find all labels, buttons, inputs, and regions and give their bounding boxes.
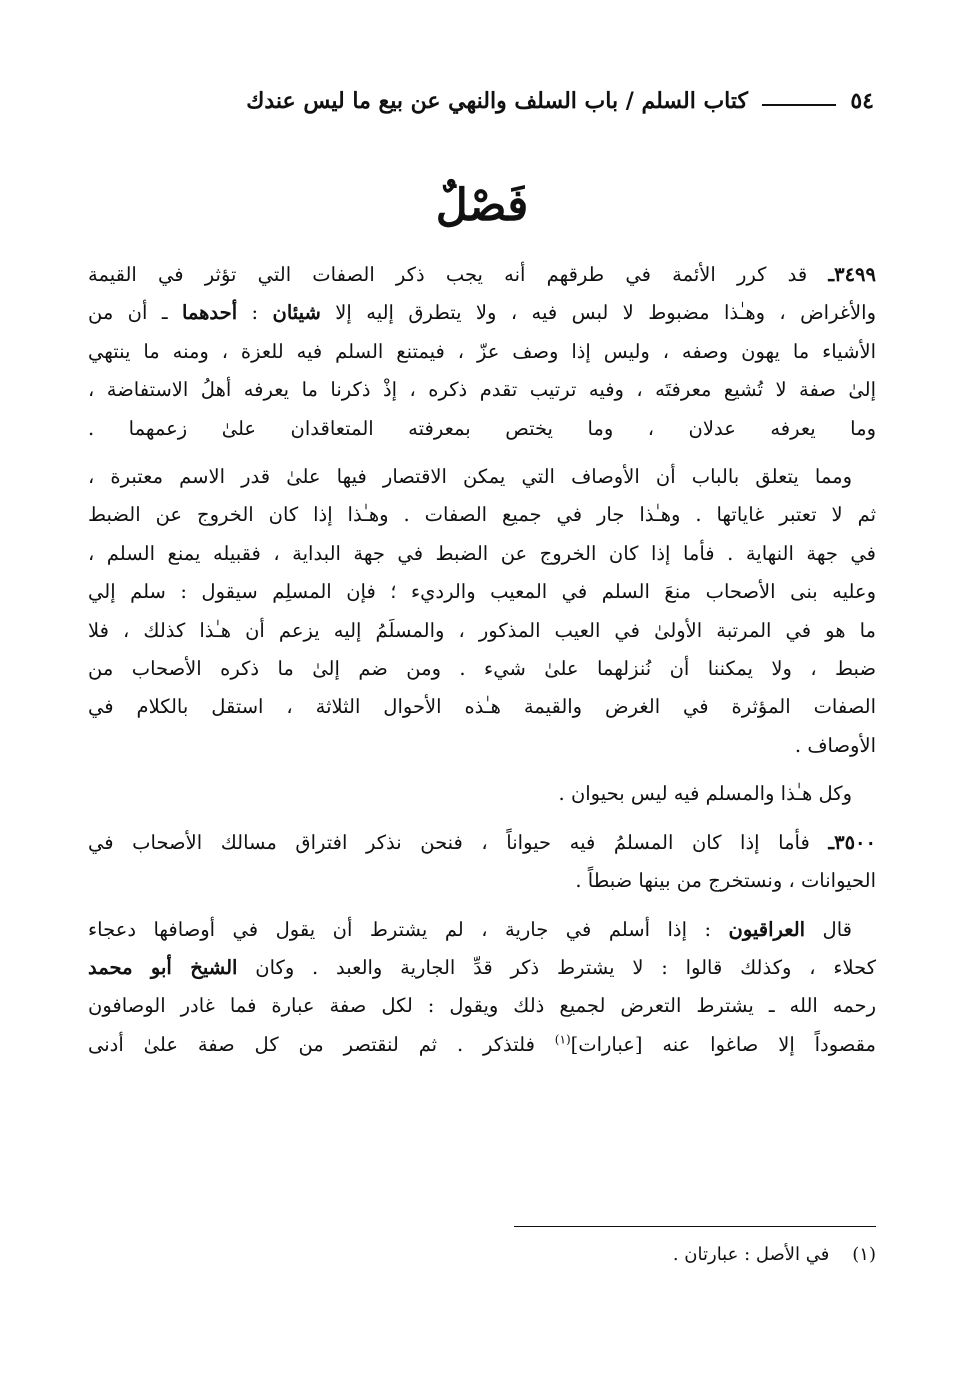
line-text: إلىٰ صفة لا تُشيع معرفتَه ، وفيه ترتيب تقدم ذكره ، إذْ ذكرنا ما يعرفه أهلُ الاستفاضة ، <box>88 378 876 402</box>
text-line <box>88 458 876 496</box>
running-header <box>88 80 876 126</box>
line-text: الحيوانات ، ونستخرج من بينها ضبطاً . <box>575 869 876 893</box>
text-line <box>88 688 876 726</box>
paragraph <box>88 911 876 1065</box>
line-text: ومما يتعلق بالباب أن الأوصاف التي يمكن الاقتصار فيها علىٰ قدر الاسم معتبرة ، <box>88 465 852 489</box>
issue-number: ٣٤٩٩ـ <box>828 263 876 286</box>
page-number: ٥٤ <box>850 88 874 114</box>
paragraph <box>88 458 876 765</box>
line-text: فلتذكر . ثم لنقتصر من كل صفة علىٰ أدنى <box>88 1032 555 1056</box>
text-line <box>88 612 876 650</box>
line-text: الأشياء ما يهون وصفه ، وليس إذا وصف عزّ ، فيمتنع السلم فيه للعزة ، ومنه ما ينتهي <box>88 339 876 363</box>
text-line <box>88 410 876 448</box>
line-text: : إذا أسلم في جارية ، لم يشترط أن يقول في أوصافها دعجاء <box>88 917 729 941</box>
line-text: ثم لا تعتبر غاياتها . وهـٰذا جار في جميع الصفات . وهـٰذا إذا كان الخروج عن الضبط <box>88 503 876 527</box>
text-line <box>88 333 876 371</box>
text-line <box>88 535 876 573</box>
text-line <box>88 1026 876 1064</box>
book-page <box>88 80 876 1340</box>
footnote-rule <box>514 1226 876 1227</box>
footnote-reference: (١) <box>554 1032 571 1047</box>
text-line <box>88 371 876 409</box>
text-line <box>88 573 876 611</box>
text-line <box>88 650 876 688</box>
line-text: وما يعرفه عدلان ، وما يختص بمعرفته المتعاقدان علىٰ زعمهما . <box>88 416 876 440</box>
text-line <box>88 294 876 332</box>
line-text: رحمه الله ـ يشترط التعرض لجميع ذلك ويقول : لكل صفة عبارة فما غادر الوصافون <box>88 994 876 1018</box>
text-line <box>88 911 876 949</box>
text-line <box>88 727 876 765</box>
line-text: مقصوداً إلا صاغوا عنه [عبارات] <box>570 1032 876 1056</box>
text-line <box>88 987 876 1025</box>
running-title: كتاب السلم / باب السلف والنهي عن بيع ما ليس عندك <box>246 88 748 114</box>
line-text: : <box>237 301 273 325</box>
section-heading: فَصْلٌ <box>435 180 529 231</box>
bold-term: أحدهما <box>181 301 238 325</box>
body-text <box>88 256 876 1074</box>
bold-term: شيئان <box>272 301 321 325</box>
line-text: وعليه بنى الأصحاب منعَ السلم في المعيب والرديء ؛ فإن المسلِم سيقول : سلم إلي <box>88 580 876 604</box>
line-text: الصفات المؤثرة في الغرض والقيمة هـٰذه الأحوال الثلاثة ، استقل بالكلام في <box>88 695 876 719</box>
text-line <box>88 496 876 534</box>
footnote-marker: (١) <box>852 1244 876 1265</box>
line-text: فأما إذا كان المسلمُ فيه حيواناً ، فنحن نذكر افتراق مسالك الأصحاب في <box>88 830 829 854</box>
text-line <box>88 949 876 987</box>
line-text: قال <box>805 917 852 941</box>
issue-number: ٣٥٠٠ـ <box>828 830 876 854</box>
footnote <box>673 1240 876 1270</box>
text-line <box>88 824 876 862</box>
line-text: ضبط ، ولا يمكننا أن نُنزلهما علىٰ شيء . ومن ضم إلىٰ ما ذكره الأصحاب من <box>88 657 876 681</box>
line-text: الأوصاف . <box>794 733 876 757</box>
bold-term: الشيخ أبو محمد <box>88 955 238 979</box>
line-text: وكل هـٰذا والمسلم فيه ليس بحيوان . <box>558 782 852 806</box>
paragraph <box>88 824 876 901</box>
text-line <box>88 256 876 294</box>
bold-term: العراقيون <box>728 917 806 941</box>
header-rule <box>762 104 836 106</box>
line-text: ـ أن من <box>88 301 182 325</box>
paragraph <box>88 775 876 813</box>
line-text: والأغراض ، وهـٰذا مضبوط لا لبس فيه ، ولا يتطرق إليه إلا <box>320 301 877 325</box>
line-text: قد كرر الأئمة في طرقهم أنه يجب ذكر الصفات التي تؤثر في القيمة <box>88 263 829 286</box>
text-line <box>88 862 876 900</box>
line-text: كحلاء ، وكذلك قالوا : لا يشترط ذكر قدِّ الجارية والعبد . وكان <box>237 955 877 979</box>
text-line <box>88 775 876 813</box>
line-text: في جهة النهاية . فأما إذا كان الخروج عن الضبط في جهة البداية ، فقبيله يمنع السلم ، <box>88 541 876 565</box>
line-text: ما هو في المرتبة الأولىٰ في العيب المذكور ، والمسلَمُ إليه يزعم أن هـٰذا كذلك ، فلا <box>88 618 876 642</box>
footnote-text: في الأصل : عبارتان . <box>672 1244 830 1265</box>
paragraph <box>88 256 876 448</box>
